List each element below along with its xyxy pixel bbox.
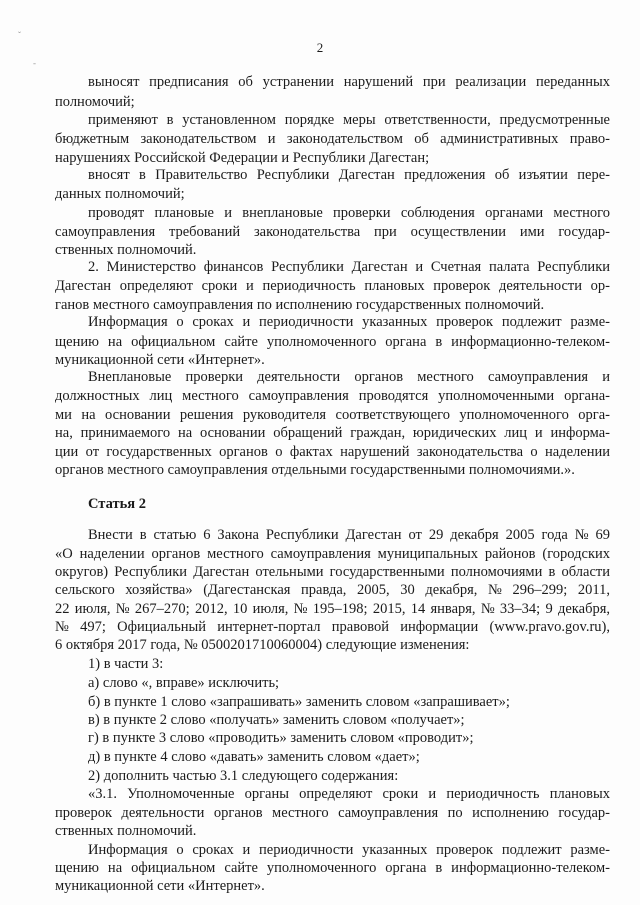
text-line: 2) дополнить частью 3.1 следующего содержания: (88, 768, 399, 784)
text-line: округов) Республики Дагестан отельными государственными полномочиями в области (55, 564, 610, 580)
text-line: должностных лиц местного самоуправления проводятся уполномоченными органа- (55, 388, 610, 404)
text-line: ми на основании решения руководителя соответствующего уполномоченного орга- (55, 407, 610, 423)
text-line: 1) в части 3: (88, 656, 164, 672)
text-line: 6 октября 2017 года, № 0500201710060004) следующие изменения: (55, 637, 470, 653)
text-line: проводят плановые и внеплановые проверки соблюдения органами местного (88, 205, 610, 221)
text-line: ственных полномочий. (55, 823, 197, 839)
text-line: ции от государственных органов о фактах нарушений законодательства о наделении (55, 444, 610, 460)
text-line: ганов местного самоуправления по исполнению государственных полномочий. (55, 297, 545, 313)
text-line: щению на официальном сайте уполномоченного органа в информационно-телеком- (55, 860, 610, 876)
text-line: полномочий; (55, 94, 135, 110)
text-line: «3.1. Уполномоченные органы определяют сроки и периодичность плановых (88, 786, 610, 802)
text-line: муникационной сети «Интернет». (55, 878, 265, 894)
text-line: б) в пункте 1 слово «запрашивать» заменить словом «запрашивает»; (88, 694, 510, 710)
scan-speck: ˇ (18, 30, 21, 40)
text-line: ственных полномочий. (55, 242, 197, 258)
text-line: выносят предписания об устранении нарушений при реализации переданных (88, 74, 610, 90)
scan-speck: - (33, 58, 36, 68)
text-line: Информация о сроках и периодичности указанных проверок подлежит разме- (88, 314, 610, 330)
text-line: д) в пункте 4 слово «давать» заменить словом «дает»; (88, 749, 420, 765)
text-line: Внести в статью 6 Закона Республики Дагестан от 29 декабря 2005 года № 69 (88, 527, 610, 543)
text-line: муникационной сети «Интернет». (55, 352, 265, 368)
text-line: сельского хозяйства» (Дагестанская правда, 2005, 30 декабря, № 296–299; 2011, (55, 582, 610, 598)
text-line: г) в пункте 3 слово «проводить» заменить словом «проводит»; (88, 730, 474, 746)
page-number: 2 (316, 40, 324, 55)
text-line: щению на официальном сайте уполномоченного органа в информационно-телеком- (55, 334, 610, 350)
text-line: в) в пункте 2 слово «получать» заменить словом «получает»; (88, 712, 465, 728)
text-line: Информация о сроках и периодичности указанных проверок подлежит разме- (88, 842, 610, 858)
text-line: данных полномочий; (55, 186, 185, 202)
text-line: самоуправления требований законодательства при осуществлении ими государ- (55, 224, 610, 240)
text-line: № 497; Официальный интернет-портал правовой информации (www.pravo.gov.ru), (55, 619, 610, 635)
text-line: 22 июля, № 267–270; 2012, 10 июля, № 195–198; 2015, 14 января, № 33–34; 9 декабря, (55, 601, 610, 617)
text-line: проверок деятельности органов местного самоуправления по исполнению государ- (55, 805, 610, 821)
text-line: а) слово «, вправе» исключить; (88, 675, 280, 691)
text-line: вносят в Правительство Республики Дагестан предложения об изъятии пере- (88, 167, 611, 183)
text-line: Дагестан определяют сроки и периодичность плановых проверок деятельности ор- (55, 278, 610, 294)
text-line: 2. Министерство финансов Республики Дагестан и Счетная палата Республики (88, 259, 610, 275)
text-line: «О наделении органов местного самоуправления муниципальных районов (городских (55, 546, 610, 562)
text-line: нарушениях Российской Федерации и Республики Дагестан; (55, 150, 430, 166)
text-line: Внеплановые проверки деятельности органов местного самоуправления и (88, 369, 610, 385)
text-line: бюджетным законодательством и законодательством об административных право- (55, 131, 610, 147)
text-line: на, принимаемого на основании обращений граждан, юридических лиц и информа- (55, 425, 610, 441)
section-heading: Статья 2 (88, 496, 146, 512)
text-line: органов местного самоуправления отдельными государственными полномочиями.». (55, 462, 575, 478)
text-line: применяют в установленном порядке меры ответственности, предусмотренные (88, 112, 610, 128)
